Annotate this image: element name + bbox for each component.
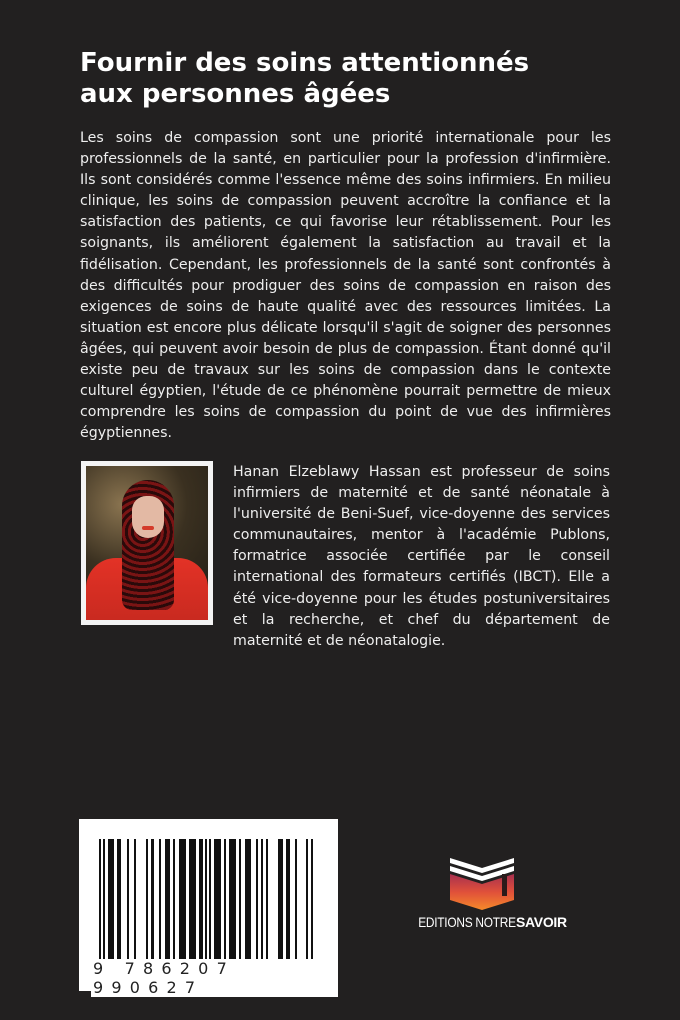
isbn-number: 9 786207 990627 — [91, 959, 338, 997]
author-photo — [81, 461, 213, 625]
publisher-name: EDITIONS NOTRESAVOIR — [418, 914, 567, 930]
barcode-icon — [95, 839, 321, 972]
publisher-book-logo-icon — [446, 856, 518, 910]
book-summary: Les soins de compassion sont une priorité internationale pour les professionnels de la santé, en particulier pour la profession d'infirmière. Ils sont considérés comme l'essence même des soins infirmiers. En milieu clinique, les soins de compassion peuvent accroître la confiance et la satisfaction des patients, ce qui favorise leur rétablissement. Pour les soignants, ils améliorent également la satisfaction au travail et la fidélisation. Cependant, les professionnels de la santé sont confrontés à des difficultés pour prodiguer des soins de compassion en raison des exigences de soins de haute qualité avec des ressources limitées. La situation est encore plus délicate lorsqu'il s'agit de soigner des personnes âgées, qui peuvent avoir besoin de plus de compassion. Étant donné qu'il existe peu de travaux sur les soins de compassion dans le contexte culturel égyptien, l'étude de ce phénomène pourrait permettre de mieux comprendre les soins de compassion du point de vue des infirmières égyptiennes. — [80, 130, 611, 442]
isbn-barcode — [79, 819, 338, 997]
publisher-block — [398, 852, 570, 936]
title-line-2: aux personnes âgées — [80, 79, 391, 109]
title-line-1: Fournir des soins attentionnés — [80, 48, 530, 78]
book-title — [80, 48, 620, 110]
author-bio: Hanan Elzeblawy Hassan est professeur de soins infirmiers de maternité et de santé néonatale à l'université de Beni-Suef, vice-doyenne des services communautaires, mentor à l'académie Publons, formatrice associée certifiée par le conseil international des formateurs certifiés (IBCT). Elle a été vice-doyenne pour les études postuniversitaires et la recherche, et chef du département de maternité et de néonatalogie. — [233, 464, 610, 649]
author-portrait-image — [86, 466, 208, 620]
